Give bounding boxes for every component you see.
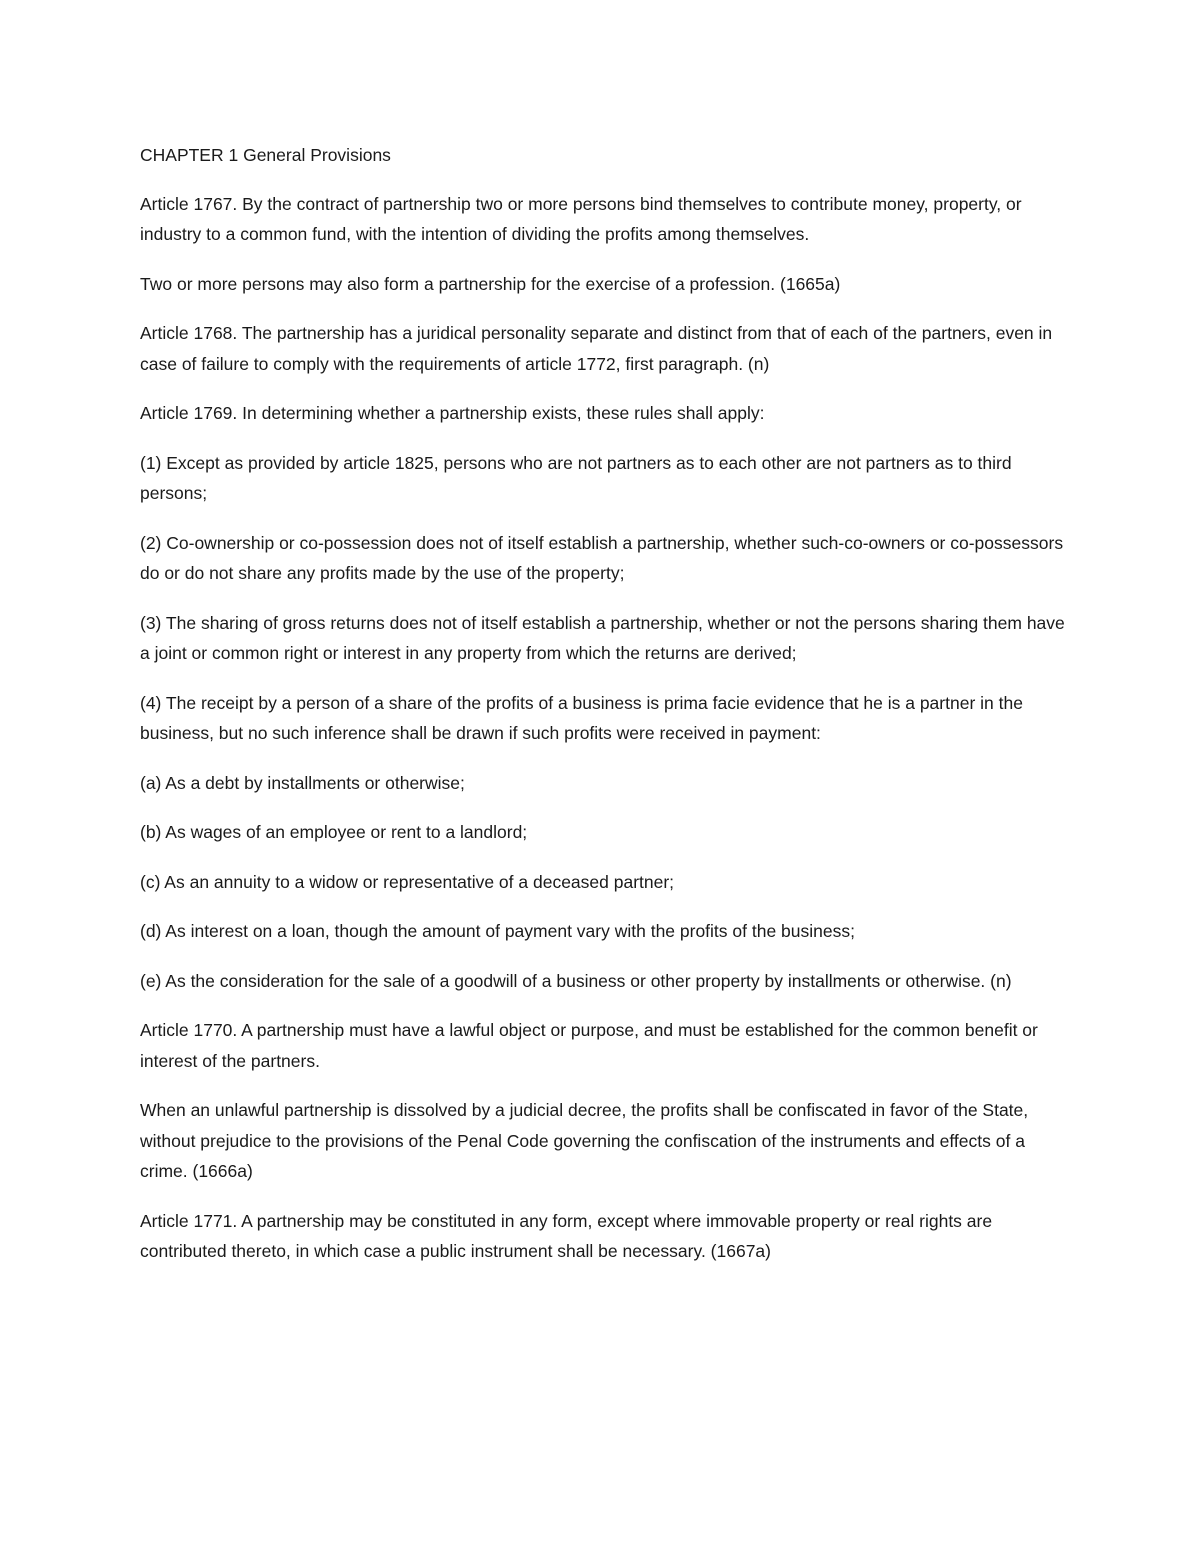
chapter-heading: CHAPTER 1 General Provisions <box>140 145 391 165</box>
sub-rule-c: (c) As an annuity to a widow or representative of a deceased partner; <box>140 871 675 892</box>
paragraph-profession: Two or more persons may also form a partnership for the exercise of a profession. (1665a) <box>140 273 841 294</box>
sub-rule-b: (b) As wages of an employee or rent to a landlord; <box>140 822 528 842</box>
paragraph-article-1771: Article 1771. A partnership may be constituted in any form, except where immovable property or real rights are contributed thereto, in which case a public instrument shall be necessary. (1667a) <box>140 1210 993 1261</box>
sub-rule-a: (a) As a debt by installments or otherwise; <box>140 772 465 793</box>
sub-rule-d: (d) As interest on a loan, though the amount of payment vary with the profits of the business; <box>140 921 855 941</box>
paragraph-article-1770: Article 1770. A partnership must have a lawful object or purpose, and must be established for the common benefit or interest of the partners. <box>140 1020 1038 1071</box>
paragraph-article-1767: Article 1767. By the contract of partnership two or more persons bind themselves to contribute money, property, or industry to a common fund, with the intention of dividing the profits among themselves. <box>140 193 1022 244</box>
paragraph-article-1769: Article 1769. In determining whether a partnership exists, these rules shall apply: <box>140 403 765 423</box>
rule-4: (4) The receipt by a person of a share of the profits of a business is prima facie evidence that he is a partner in the business, but no such inference shall be drawn if such profits were received in payment: <box>140 692 1023 743</box>
rule-3: (3) The sharing of gross returns does not of itself establish a partnership, whether or not the persons sharing them have a joint or common right or interest in any property from which the returns are derived; <box>140 612 1065 663</box>
sub-rule-e: (e) As the consideration for the sale of a goodwill of a business or other property by installments or otherwise. (n) <box>140 970 1012 991</box>
document-body <box>140 140 1070 1286</box>
rule-1: (1) Except as provided by article 1825, persons who are not partners as to each other are not partners as to third persons; <box>140 452 1012 503</box>
paragraph-article-1768: Article 1768. The partnership has a juridical personality separate and distinct from that of each of the partners, even in case of failure to comply with the requirements of article 1772, first paragraph. (n) <box>140 323 1053 374</box>
rule-2: (2) Co-ownership or co-possession does not of itself establish a partnership, whether such-co-owners or co-possessors do or do not share any profits made by the use of the property; <box>140 532 1064 583</box>
paragraph-unlawful-partnership: When an unlawful partnership is dissolved by a judicial decree, the profits shall be confiscated in favor of the State, without prejudice to the provisions of the Penal Code governing the confiscation of the instruments and effects of a crime. (1666a) <box>140 1100 1029 1181</box>
